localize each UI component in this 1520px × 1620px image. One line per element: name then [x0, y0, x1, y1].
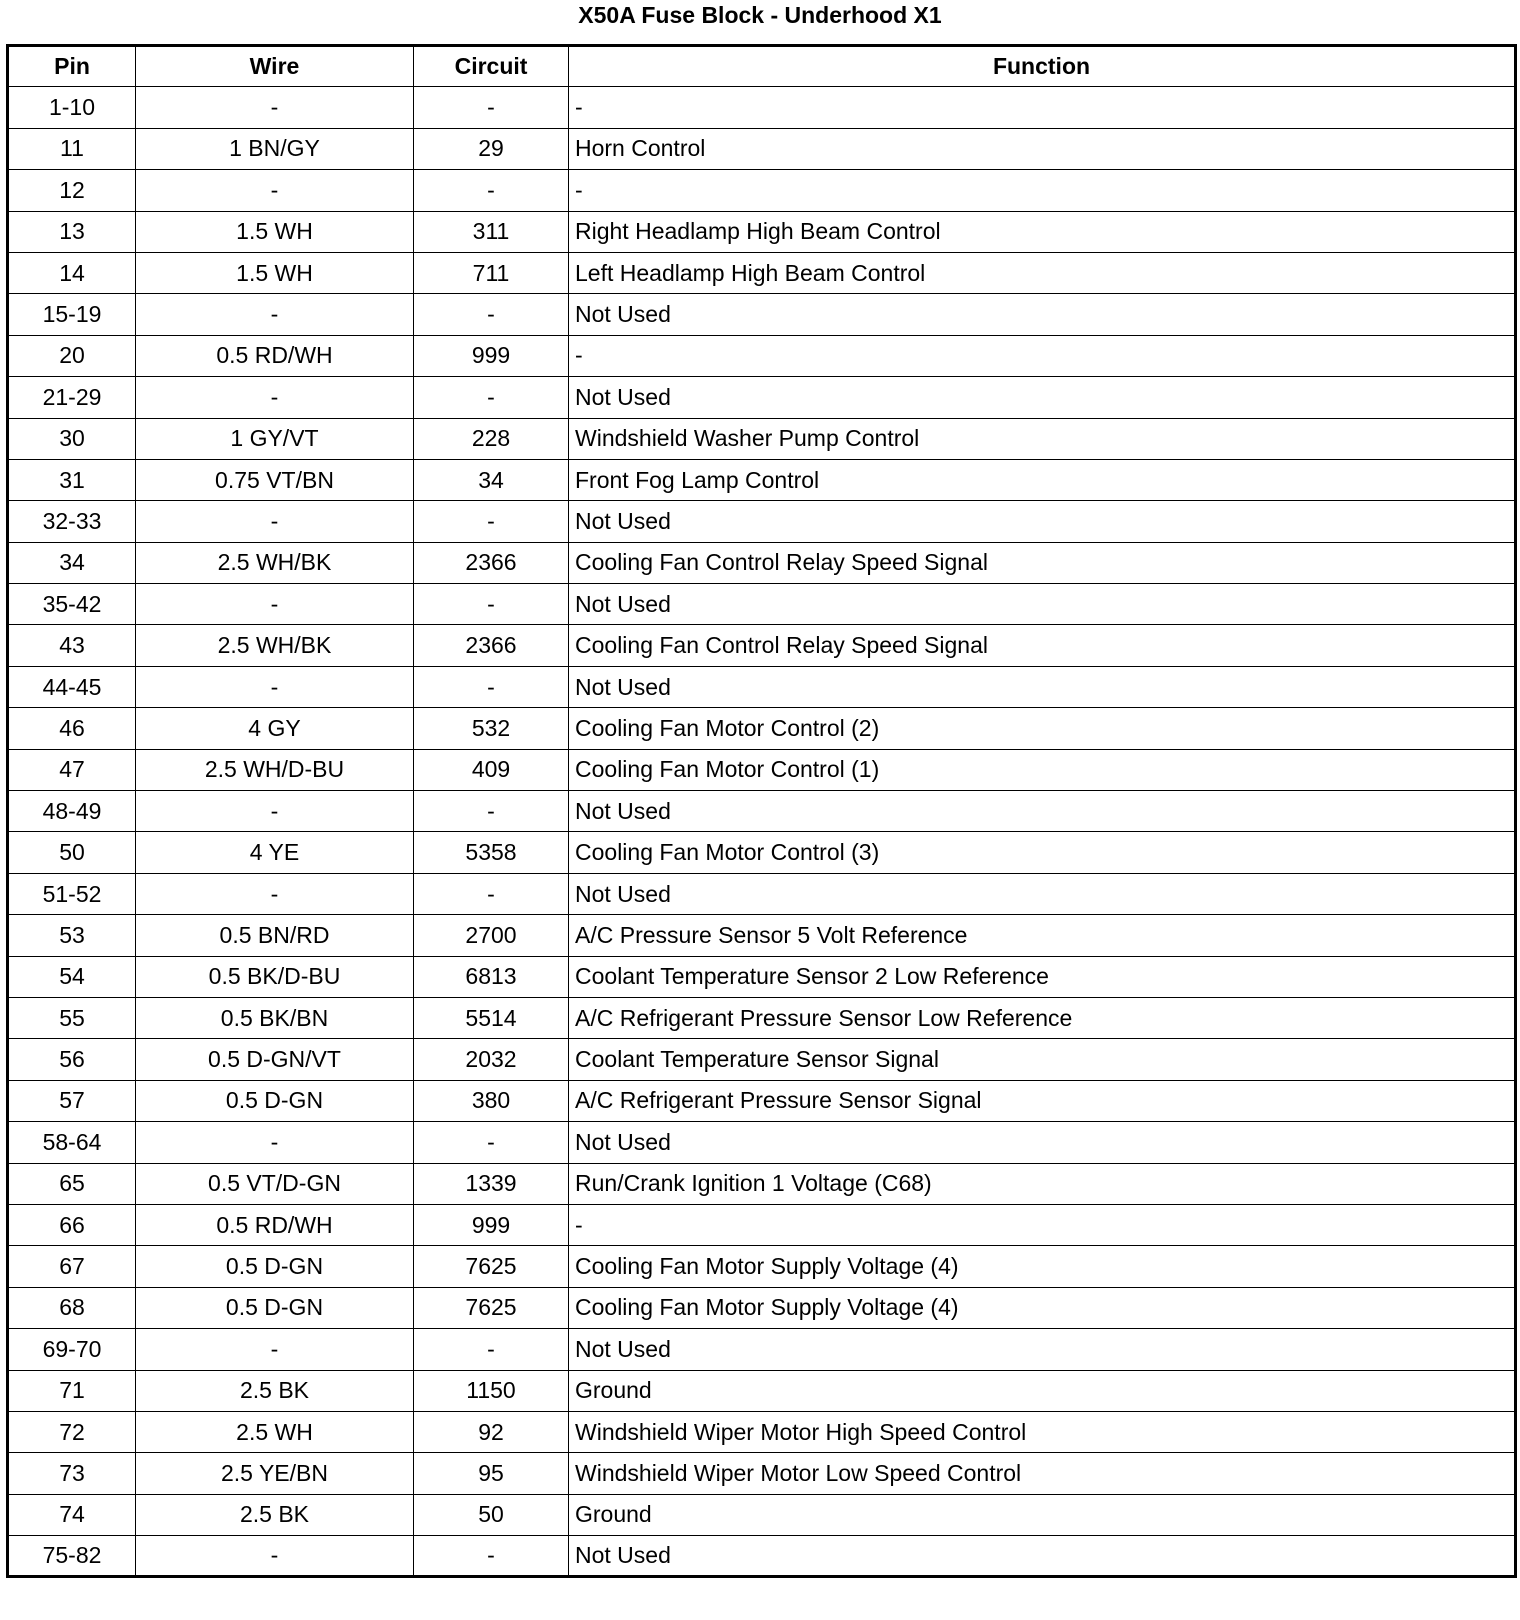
wire-cell: 0.5 VT/D-GN [136, 1163, 414, 1204]
circuit-cell: - [414, 87, 569, 128]
pin-cell: 67 [8, 1246, 136, 1287]
header-function: Function [569, 46, 1516, 87]
circuit-cell: 711 [414, 252, 569, 293]
function-cell: Not Used [569, 1122, 1516, 1163]
table-body [8, 87, 1516, 1577]
wire-cell: 1 GY/VT [136, 418, 414, 459]
function-cell: Not Used [569, 294, 1516, 335]
pin-cell: 66 [8, 1204, 136, 1245]
circuit-cell: 999 [414, 335, 569, 376]
function-cell: Coolant Temperature Sensor 2 Low Reference [569, 956, 1516, 997]
table-row [8, 1453, 1516, 1494]
pin-cell: 58-64 [8, 1122, 136, 1163]
pin-cell: 32-33 [8, 501, 136, 542]
pin-cell: 1-10 [8, 87, 136, 128]
function-cell: - [569, 1204, 1516, 1245]
wire-cell: 2.5 WH/D-BU [136, 749, 414, 790]
wire-cell: 2.5 WH [136, 1411, 414, 1452]
circuit-cell: - [414, 584, 569, 625]
wire-cell: 0.5 D-GN [136, 1287, 414, 1328]
table-row [8, 1411, 1516, 1452]
circuit-cell: - [414, 501, 569, 542]
pin-cell: 68 [8, 1287, 136, 1328]
wire-cell: - [136, 584, 414, 625]
pin-cell: 20 [8, 335, 136, 376]
wire-cell: 2.5 BK [136, 1370, 414, 1411]
table-row [8, 1080, 1516, 1121]
pin-cell: 72 [8, 1411, 136, 1452]
wire-cell: 0.5 D-GN/VT [136, 1039, 414, 1080]
table-row [8, 1122, 1516, 1163]
circuit-cell: 2366 [414, 542, 569, 583]
circuit-cell: - [414, 791, 569, 832]
circuit-cell: 6813 [414, 956, 569, 997]
wire-cell: - [136, 1329, 414, 1370]
pin-cell: 13 [8, 211, 136, 252]
circuit-cell: - [414, 170, 569, 211]
function-cell: - [569, 170, 1516, 211]
pin-cell: 21-29 [8, 377, 136, 418]
circuit-cell: - [414, 1122, 569, 1163]
pin-cell: 51-52 [8, 873, 136, 914]
pin-cell: 30 [8, 418, 136, 459]
pin-cell: 35-42 [8, 584, 136, 625]
circuit-cell: 999 [414, 1204, 569, 1245]
wire-cell: 2.5 YE/BN [136, 1453, 414, 1494]
pin-cell: 56 [8, 1039, 136, 1080]
function-cell: Cooling Fan Motor Supply Voltage (4) [569, 1287, 1516, 1328]
header-pin: Pin [8, 46, 136, 87]
table-header-row [8, 46, 1516, 87]
wire-cell: - [136, 666, 414, 707]
table-row [8, 749, 1516, 790]
function-cell: Ground [569, 1494, 1516, 1535]
circuit-cell: - [414, 1329, 569, 1370]
function-cell: Cooling Fan Control Relay Speed Signal [569, 625, 1516, 666]
table-row [8, 915, 1516, 956]
wire-cell: 1.5 WH [136, 252, 414, 293]
function-cell: A/C Refrigerant Pressure Sensor Low Reference [569, 997, 1516, 1038]
function-cell: Right Headlamp High Beam Control [569, 211, 1516, 252]
pin-cell: 71 [8, 1370, 136, 1411]
table-row [8, 873, 1516, 914]
table-row [8, 997, 1516, 1038]
circuit-cell: 1339 [414, 1163, 569, 1204]
function-cell: Cooling Fan Control Relay Speed Signal [569, 542, 1516, 583]
wire-cell: - [136, 873, 414, 914]
function-cell: Not Used [569, 377, 1516, 418]
function-cell: Coolant Temperature Sensor Signal [569, 1039, 1516, 1080]
table-row [8, 584, 1516, 625]
circuit-cell: 92 [414, 1411, 569, 1452]
wire-cell: 1 BN/GY [136, 128, 414, 169]
table-row [8, 87, 1516, 128]
wire-cell: 2.5 WH/BK [136, 542, 414, 583]
wire-cell: 0.75 VT/BN [136, 459, 414, 500]
table-row [8, 1329, 1516, 1370]
table-row [8, 335, 1516, 376]
function-cell: Cooling Fan Motor Control (1) [569, 749, 1516, 790]
circuit-cell: 5358 [414, 832, 569, 873]
table-row [8, 459, 1516, 500]
table-row [8, 1163, 1516, 1204]
circuit-cell: 311 [414, 211, 569, 252]
circuit-cell: 2032 [414, 1039, 569, 1080]
function-cell: Not Used [569, 791, 1516, 832]
pin-cell: 43 [8, 625, 136, 666]
circuit-cell: 29 [414, 128, 569, 169]
pin-cell: 34 [8, 542, 136, 583]
table-row [8, 832, 1516, 873]
table-row [8, 956, 1516, 997]
table-row [8, 1246, 1516, 1287]
pin-cell: 73 [8, 1453, 136, 1494]
wire-cell: 0.5 D-GN [136, 1246, 414, 1287]
table-row [8, 377, 1516, 418]
wire-cell: 0.5 RD/WH [136, 1204, 414, 1245]
table-row [8, 625, 1516, 666]
table-row [8, 211, 1516, 252]
wire-cell: 0.5 BK/D-BU [136, 956, 414, 997]
function-cell: Not Used [569, 501, 1516, 542]
wire-cell: - [136, 501, 414, 542]
wire-cell: 2.5 WH/BK [136, 625, 414, 666]
table-row [8, 128, 1516, 169]
table-row [8, 294, 1516, 335]
pin-cell: 54 [8, 956, 136, 997]
function-cell: Horn Control [569, 128, 1516, 169]
circuit-cell: 532 [414, 708, 569, 749]
table-row [8, 418, 1516, 459]
function-cell: A/C Pressure Sensor 5 Volt Reference [569, 915, 1516, 956]
circuit-cell: - [414, 377, 569, 418]
circuit-cell: 2366 [414, 625, 569, 666]
function-cell: Windshield Washer Pump Control [569, 418, 1516, 459]
pin-cell: 50 [8, 832, 136, 873]
circuit-cell: - [414, 666, 569, 707]
table-row [8, 1370, 1516, 1411]
wire-cell: - [136, 170, 414, 211]
circuit-cell: 95 [414, 1453, 569, 1494]
circuit-cell: 228 [414, 418, 569, 459]
function-cell: Run/Crank Ignition 1 Voltage (C68) [569, 1163, 1516, 1204]
circuit-cell: 2700 [414, 915, 569, 956]
function-cell: Front Fog Lamp Control [569, 459, 1516, 500]
function-cell: A/C Refrigerant Pressure Sensor Signal [569, 1080, 1516, 1121]
circuit-cell: 409 [414, 749, 569, 790]
pin-cell: 74 [8, 1494, 136, 1535]
page-title: X50A Fuse Block - Underhood X1 [578, 2, 942, 28]
table-row [8, 1039, 1516, 1080]
wire-cell: 0.5 D-GN [136, 1080, 414, 1121]
pin-cell: 46 [8, 708, 136, 749]
function-cell: Cooling Fan Motor Supply Voltage (4) [569, 1246, 1516, 1287]
table-row [8, 501, 1516, 542]
circuit-cell: 7625 [414, 1287, 569, 1328]
circuit-cell: 380 [414, 1080, 569, 1121]
table-row [8, 1536, 1516, 1577]
table-row [8, 542, 1516, 583]
circuit-cell: - [414, 294, 569, 335]
wire-cell: - [136, 377, 414, 418]
table-row [8, 252, 1516, 293]
function-cell: Cooling Fan Motor Control (2) [569, 708, 1516, 749]
pin-cell: 31 [8, 459, 136, 500]
function-cell: Windshield Wiper Motor Low Speed Control [569, 1453, 1516, 1494]
wire-cell: - [136, 1122, 414, 1163]
pin-cell: 15-19 [8, 294, 136, 335]
circuit-cell: 7625 [414, 1246, 569, 1287]
header-wire: Wire [136, 46, 414, 87]
function-cell: - [569, 335, 1516, 376]
pin-cell: 69-70 [8, 1329, 136, 1370]
wire-cell: - [136, 1536, 414, 1577]
wire-cell: - [136, 87, 414, 128]
header-circuit: Circuit [414, 46, 569, 87]
wire-cell: 4 YE [136, 832, 414, 873]
pin-cell: 65 [8, 1163, 136, 1204]
circuit-cell: 1150 [414, 1370, 569, 1411]
wire-cell: 0.5 BN/RD [136, 915, 414, 956]
function-cell: - [569, 87, 1516, 128]
wire-cell: - [136, 294, 414, 335]
pin-cell: 44-45 [8, 666, 136, 707]
pin-cell: 48-49 [8, 791, 136, 832]
function-cell: Windshield Wiper Motor High Speed Control [569, 1411, 1516, 1452]
function-cell: Left Headlamp High Beam Control [569, 252, 1516, 293]
circuit-cell: - [414, 873, 569, 914]
wire-cell: 0.5 RD/WH [136, 335, 414, 376]
function-cell: Not Used [569, 1536, 1516, 1577]
pin-cell: 55 [8, 997, 136, 1038]
connector-pinout-table [6, 44, 1517, 1578]
pin-cell: 11 [8, 128, 136, 169]
pin-cell: 53 [8, 915, 136, 956]
function-cell: Not Used [569, 584, 1516, 625]
function-cell: Not Used [569, 666, 1516, 707]
wire-cell: 4 GY [136, 708, 414, 749]
circuit-cell: - [414, 1536, 569, 1577]
table-row [8, 708, 1516, 749]
circuit-cell: 34 [414, 459, 569, 500]
table-row [8, 666, 1516, 707]
pin-cell: 47 [8, 749, 136, 790]
pin-cell: 57 [8, 1080, 136, 1121]
function-cell: Not Used [569, 873, 1516, 914]
pin-cell: 12 [8, 170, 136, 211]
wire-cell: 2.5 BK [136, 1494, 414, 1535]
table-row [8, 1494, 1516, 1535]
function-cell: Not Used [569, 1329, 1516, 1370]
function-cell: Cooling Fan Motor Control (3) [569, 832, 1516, 873]
function-cell: Ground [569, 1370, 1516, 1411]
wire-cell: 0.5 BK/BN [136, 997, 414, 1038]
table-row [8, 1204, 1516, 1245]
table-row [8, 1287, 1516, 1328]
circuit-cell: 50 [414, 1494, 569, 1535]
circuit-cell: 5514 [414, 997, 569, 1038]
table-row [8, 170, 1516, 211]
wire-cell: 1.5 WH [136, 211, 414, 252]
pin-cell: 14 [8, 252, 136, 293]
pin-cell: 75-82 [8, 1536, 136, 1577]
wire-cell: - [136, 791, 414, 832]
table-row [8, 791, 1516, 832]
